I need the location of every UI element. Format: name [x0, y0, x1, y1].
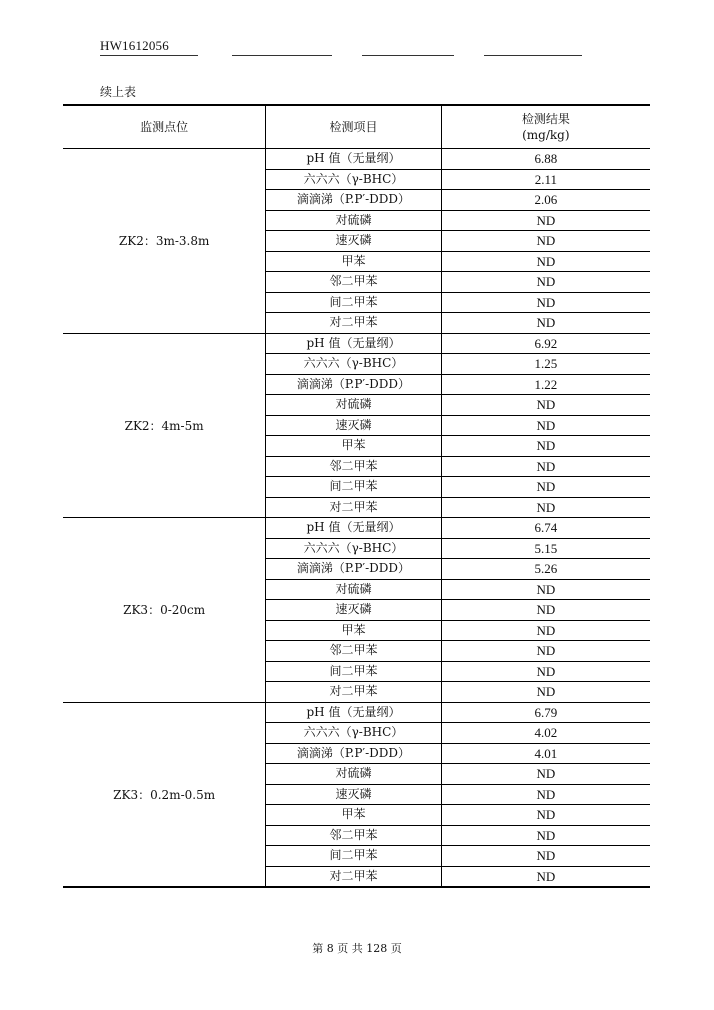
test-result: ND [441, 579, 650, 600]
test-item: 滴滴涕（P.P′-DDD） [266, 190, 441, 211]
header-item: 检测项目 [266, 105, 441, 149]
header-rule [362, 55, 454, 56]
test-result: 2.06 [441, 190, 650, 211]
table-row [63, 333, 650, 354]
test-result: ND [441, 497, 650, 518]
table-row [63, 702, 650, 723]
test-item: 对硫磷 [266, 579, 441, 600]
test-item: 对硫磷 [266, 210, 441, 231]
test-item: 速灭磷 [266, 784, 441, 805]
header-rule [100, 55, 198, 56]
test-item: 滴滴涕（P.P′-DDD） [266, 374, 441, 395]
test-result: ND [441, 764, 650, 785]
test-result: 4.02 [441, 723, 650, 744]
test-item: 甲苯 [266, 805, 441, 826]
monitoring-point: ZK2：3m-3.8m [63, 149, 266, 334]
table-header-row [63, 105, 650, 149]
test-result: ND [441, 620, 650, 641]
continued-label: 续上表 [100, 85, 137, 99]
test-result: 4.01 [441, 743, 650, 764]
test-item: 对硫磷 [266, 395, 441, 416]
test-result: ND [441, 661, 650, 682]
test-item: 甲苯 [266, 436, 441, 457]
test-result: ND [441, 313, 650, 334]
test-result: 1.22 [441, 374, 650, 395]
test-item: 邻二甲苯 [266, 456, 441, 477]
test-item: 速灭磷 [266, 600, 441, 621]
test-result: ND [441, 600, 650, 621]
test-item: pH 值（无量纲） [266, 702, 441, 723]
test-item: 邻二甲苯 [266, 272, 441, 293]
test-result: ND [441, 272, 650, 293]
test-result: ND [441, 805, 650, 826]
test-item: 对二甲苯 [266, 497, 441, 518]
test-result: 6.92 [441, 333, 650, 354]
test-result: ND [441, 456, 650, 477]
test-item: 间二甲苯 [266, 292, 441, 313]
test-result: 6.74 [441, 518, 650, 539]
header-result-unit: (mg/kg) [522, 128, 570, 142]
results-table [63, 104, 650, 888]
test-item: 邻二甲苯 [266, 641, 441, 662]
table-row [63, 518, 650, 539]
test-result: ND [441, 231, 650, 252]
test-result: ND [441, 866, 650, 887]
test-item: pH 值（无量纲） [266, 518, 441, 539]
test-item: 间二甲苯 [266, 477, 441, 498]
document-id: HW1612056 [100, 38, 169, 53]
header-point: 监测点位 [63, 105, 266, 149]
test-item: 间二甲苯 [266, 661, 441, 682]
table-row [63, 149, 650, 170]
test-result: ND [441, 436, 650, 457]
test-result: ND [441, 784, 650, 805]
test-result: ND [441, 292, 650, 313]
test-item: 滴滴涕（P.P′-DDD） [266, 559, 441, 580]
test-item: pH 值（无量纲） [266, 149, 441, 170]
header-rule [484, 55, 582, 56]
test-result: ND [441, 477, 650, 498]
test-result: 6.79 [441, 702, 650, 723]
header-rule [232, 55, 332, 56]
test-item: 对二甲苯 [266, 313, 441, 334]
test-item: 对二甲苯 [266, 682, 441, 703]
monitoring-point: ZK2：4m-5m [63, 333, 266, 518]
test-result: ND [441, 846, 650, 867]
test-result: ND [441, 641, 650, 662]
test-result: ND [441, 210, 650, 231]
test-item: 滴滴涕（P.P′-DDD） [266, 743, 441, 764]
test-item: 速灭磷 [266, 231, 441, 252]
test-item: 六六六（γ-BHC） [266, 169, 441, 190]
test-result: ND [441, 825, 650, 846]
test-result: 5.15 [441, 538, 650, 559]
test-result: ND [441, 251, 650, 272]
header-result [441, 105, 650, 149]
test-item: 六六六（γ-BHC） [266, 723, 441, 744]
test-item: 六六六（γ-BHC） [266, 354, 441, 375]
monitoring-point: ZK3：0.2m-0.5m [63, 702, 266, 887]
table-body [63, 149, 650, 888]
test-result: 1.25 [441, 354, 650, 375]
test-item: 速灭磷 [266, 415, 441, 436]
test-item: 邻二甲苯 [266, 825, 441, 846]
page-number: 第 8 页 共 128 页 [312, 942, 402, 955]
test-item: 六六六（γ-BHC） [266, 538, 441, 559]
test-result: ND [441, 682, 650, 703]
test-result: ND [441, 415, 650, 436]
test-item: 甲苯 [266, 620, 441, 641]
test-item: 间二甲苯 [266, 846, 441, 867]
test-item: 对硫磷 [266, 764, 441, 785]
test-result: ND [441, 395, 650, 416]
header-result-label: 检测结果 [521, 112, 570, 126]
test-item: 甲苯 [266, 251, 441, 272]
monitoring-point: ZK3：0-20cm [63, 518, 266, 703]
test-result: 6.88 [441, 149, 650, 170]
test-result: 5.26 [441, 559, 650, 580]
test-item: pH 值（无量纲） [266, 333, 441, 354]
test-result: 2.11 [441, 169, 650, 190]
test-item: 对二甲苯 [266, 866, 441, 887]
